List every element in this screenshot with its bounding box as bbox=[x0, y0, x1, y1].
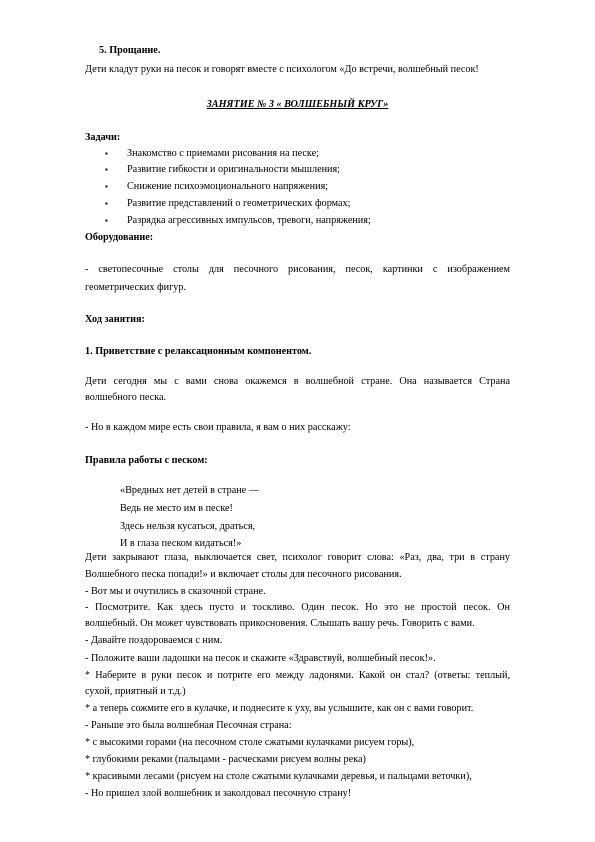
body-line: Волшебного песка попади!» и включает столы для песочного рисования. bbox=[85, 569, 402, 580]
rules-heading: Правила работы с песком: bbox=[85, 455, 208, 466]
task-text: Развитие представлений о геометрических формах; bbox=[127, 198, 351, 209]
task-text: Разрядка агрессивных импульсов, тревоги, напряжения; bbox=[127, 215, 371, 226]
body-line: - Но пришел злой волшебник и заколдовал песочную страну! bbox=[85, 788, 352, 799]
body-line: * глубокими реками (пальцами - расческами рисуем волны река) bbox=[85, 754, 366, 765]
task-text: Снижение психоэмоционального напряжения; bbox=[127, 181, 329, 192]
poem-line: Ведь не место им в песке! bbox=[120, 503, 233, 514]
paragraph-line: волшебного песка. bbox=[85, 392, 167, 403]
course-heading: Ход занятия: bbox=[85, 314, 145, 325]
body-line: * с высокими горами (на песочном столе сжатыми кулачками рисуем горы), bbox=[85, 737, 415, 748]
poem-line: И в глаза песком кидаться!» bbox=[120, 538, 242, 549]
equipment-heading: Оборудование: bbox=[85, 232, 154, 243]
bullet-icon: ▪ bbox=[105, 149, 108, 158]
task-text: Знакомство с приемами рисования на песке; bbox=[127, 148, 319, 159]
section-5-text: Дети кладут руки на песок и говорят вместе с психологом «До встречи, волшебный песок! bbox=[85, 64, 479, 75]
body-line: * а теперь сожмите его в кулачке, и поднесите к уху, вы услышите, как он с вами говорит. bbox=[85, 703, 474, 714]
bullet-icon: ▪ bbox=[105, 165, 108, 174]
poem-line: Здесь нельзя кусаться, драться, bbox=[120, 521, 256, 532]
body-line: - Вот мы и очутились в сказочной стране. bbox=[85, 586, 266, 597]
body-line: Дети закрывают глаза, выключается свет, психолог говорит слова: «Раз, два, три в страну bbox=[85, 552, 510, 563]
body-line: - Положите ваши ладошки на песок и скажите «Здравствуй, волшебный песок!». bbox=[85, 653, 436, 664]
equipment-line: - светопесочные столы для песочного рисования, песок, картинки с изображением bbox=[85, 264, 510, 275]
body-line: волшебный. Он может чувствовать прикосновения. Слышать вашу речь. Говорить с вами. bbox=[85, 618, 475, 629]
task-text: Развитие гибкости и оригинальности мышления; bbox=[127, 164, 341, 175]
tasks-heading: Задачи: bbox=[85, 132, 121, 143]
body-line: - Посмотрите. Как здесь пусто и тоскливо. Один песок. Но это не простой песок. Он bbox=[85, 602, 510, 613]
paragraph-line: Дети сегодня мы с вами снова окажемся в волшебной стране. Она называется Страна bbox=[85, 376, 510, 387]
body-line: - Давайте поздороваемся с ним. bbox=[85, 635, 223, 646]
lesson-title: ЗАНЯТИЕ № 3 « ВОЛШЕБНЫЙ КРУГ» bbox=[206, 99, 389, 110]
body-line: * Наберите в руки песок и потрите его между ладонями. Какой он стал? (ответы: теплый, bbox=[85, 670, 510, 681]
bullet-icon: ▪ bbox=[105, 182, 108, 191]
bullet-icon: ▪ bbox=[105, 216, 108, 225]
body-line: сухой, приятный и т.д.) bbox=[85, 686, 186, 697]
step-1-heading: 1. Приветствие с релаксационным компонентом. bbox=[85, 346, 312, 357]
body-line: - Раньше это была волшебная Песочная страна: bbox=[85, 720, 292, 731]
body-line: * красивыми лесами (рисуем на столе сжатыми кулачками деревья, и пальцами веточки), bbox=[85, 771, 472, 782]
poem-line: «Вредных нет детей в стране — bbox=[120, 485, 259, 496]
section-5-heading: 5. Прощание. bbox=[99, 45, 161, 56]
equipment-line: геометрических фигур. bbox=[85, 282, 186, 293]
bullet-icon: ▪ bbox=[105, 199, 108, 208]
paragraph-line: - Но в каждом мире есть свои правила, я вам о них расскажу: bbox=[85, 422, 351, 433]
